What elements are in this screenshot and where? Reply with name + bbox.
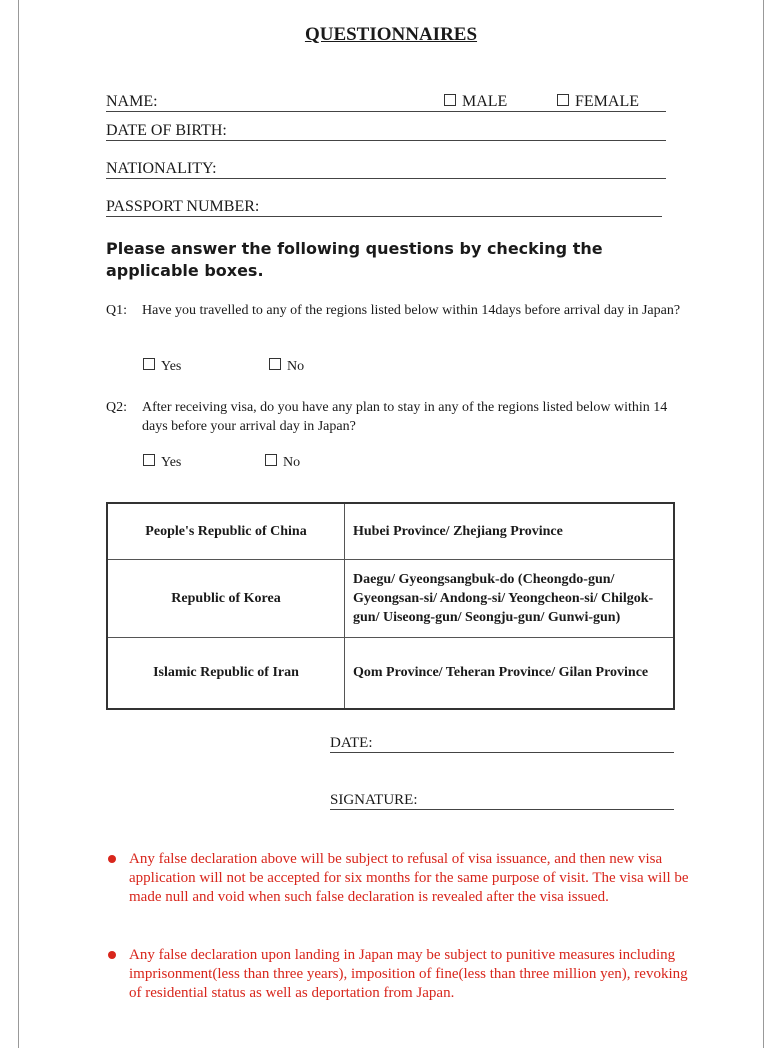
male-option[interactable]	[444, 93, 507, 111]
signature-field[interactable]	[330, 791, 674, 810]
bullet-icon	[108, 951, 116, 959]
page-title: QUESTIONNAIRES	[304, 24, 478, 45]
signature-label: SIGNATURE:	[330, 792, 418, 808]
passport-label: PASSPORT NUMBER:	[106, 198, 260, 215]
areas-cell: Daegu/ Gyeongsangbuk-do (Cheongdo-gun/ Gyeongsan-si/ Andong-si/ Yeongcheon-si/ Chilgok-gun/ Uiseong-gun/ Seongju-gun/ Gunwi-gun)	[345, 559, 675, 637]
regions-table	[106, 502, 675, 710]
warning-note	[129, 946, 689, 1003]
areas-cell: Hubei Province/ Zhejiang Province	[345, 503, 675, 559]
checkbox-icon[interactable]	[557, 94, 569, 106]
date-label: DATE:	[330, 735, 373, 751]
question-1	[106, 301, 686, 320]
yes-label: Yes	[161, 455, 182, 470]
male-label: MALE	[462, 93, 508, 110]
bullet-icon	[108, 855, 116, 863]
table-row	[107, 637, 674, 709]
yes-label: Yes	[161, 359, 182, 374]
question-text: After receiving visa, do you have any plan to stay in any of the regions listed below within 14 days before your arrival day in Japan?	[142, 400, 668, 434]
question-number: Q2:	[106, 400, 127, 415]
checkbox-icon[interactable]	[265, 454, 277, 466]
checkbox-icon[interactable]	[143, 454, 155, 466]
instruction: Please answer the following questions by checking the applicable boxes.	[106, 239, 603, 280]
name-label: NAME:	[106, 93, 158, 110]
table-row	[107, 503, 674, 559]
country-cell: Republic of Korea	[107, 559, 345, 637]
female-option[interactable]	[557, 93, 639, 111]
checkbox-icon[interactable]	[143, 358, 155, 370]
q2-yes[interactable]	[143, 454, 181, 471]
q2-no[interactable]	[265, 454, 300, 471]
no-label: No	[287, 359, 305, 374]
note-text: Any false declaration upon landing in Japan may be subject to punitive measures including imprisonment(less than three years), imposition of fine(less than three million yen), revoking of residential status as well as deportation from Japan.	[129, 947, 688, 1001]
female-label: FEMALE	[575, 93, 639, 110]
warning-note	[129, 850, 689, 907]
dob-field[interactable]	[106, 122, 666, 141]
passport-field[interactable]	[106, 198, 662, 217]
country-cell: Islamic Republic of Iran	[107, 637, 345, 709]
name-field[interactable]	[106, 93, 666, 112]
question-number: Q1:	[106, 303, 127, 318]
checkbox-icon[interactable]	[269, 358, 281, 370]
note-text: Any false declaration above will be subject to refusal of visa issuance, and then new visa application will not be accepted for six months for the same purpose of visit. The visa will be made null and void when such false declaration is revealed after the visa issued.	[129, 851, 689, 905]
checkbox-icon[interactable]	[444, 94, 456, 106]
date-field[interactable]	[330, 734, 674, 753]
q1-no[interactable]	[269, 358, 304, 375]
table-row	[107, 559, 674, 637]
areas-cell: Qom Province/ Teheran Province/ Gilan Province	[345, 637, 675, 709]
no-label: No	[283, 455, 301, 470]
question-text: Have you travelled to any of the regions listed below within 14days before arrival day in Japan?	[142, 303, 681, 318]
country-cell: People's Republic of China	[107, 503, 345, 559]
dob-label: DATE OF BIRTH:	[106, 122, 227, 139]
nationality-field[interactable]	[106, 160, 666, 179]
q1-yes[interactable]	[143, 358, 181, 375]
nationality-label: NATIONALITY:	[106, 160, 217, 177]
question-2	[106, 398, 686, 436]
